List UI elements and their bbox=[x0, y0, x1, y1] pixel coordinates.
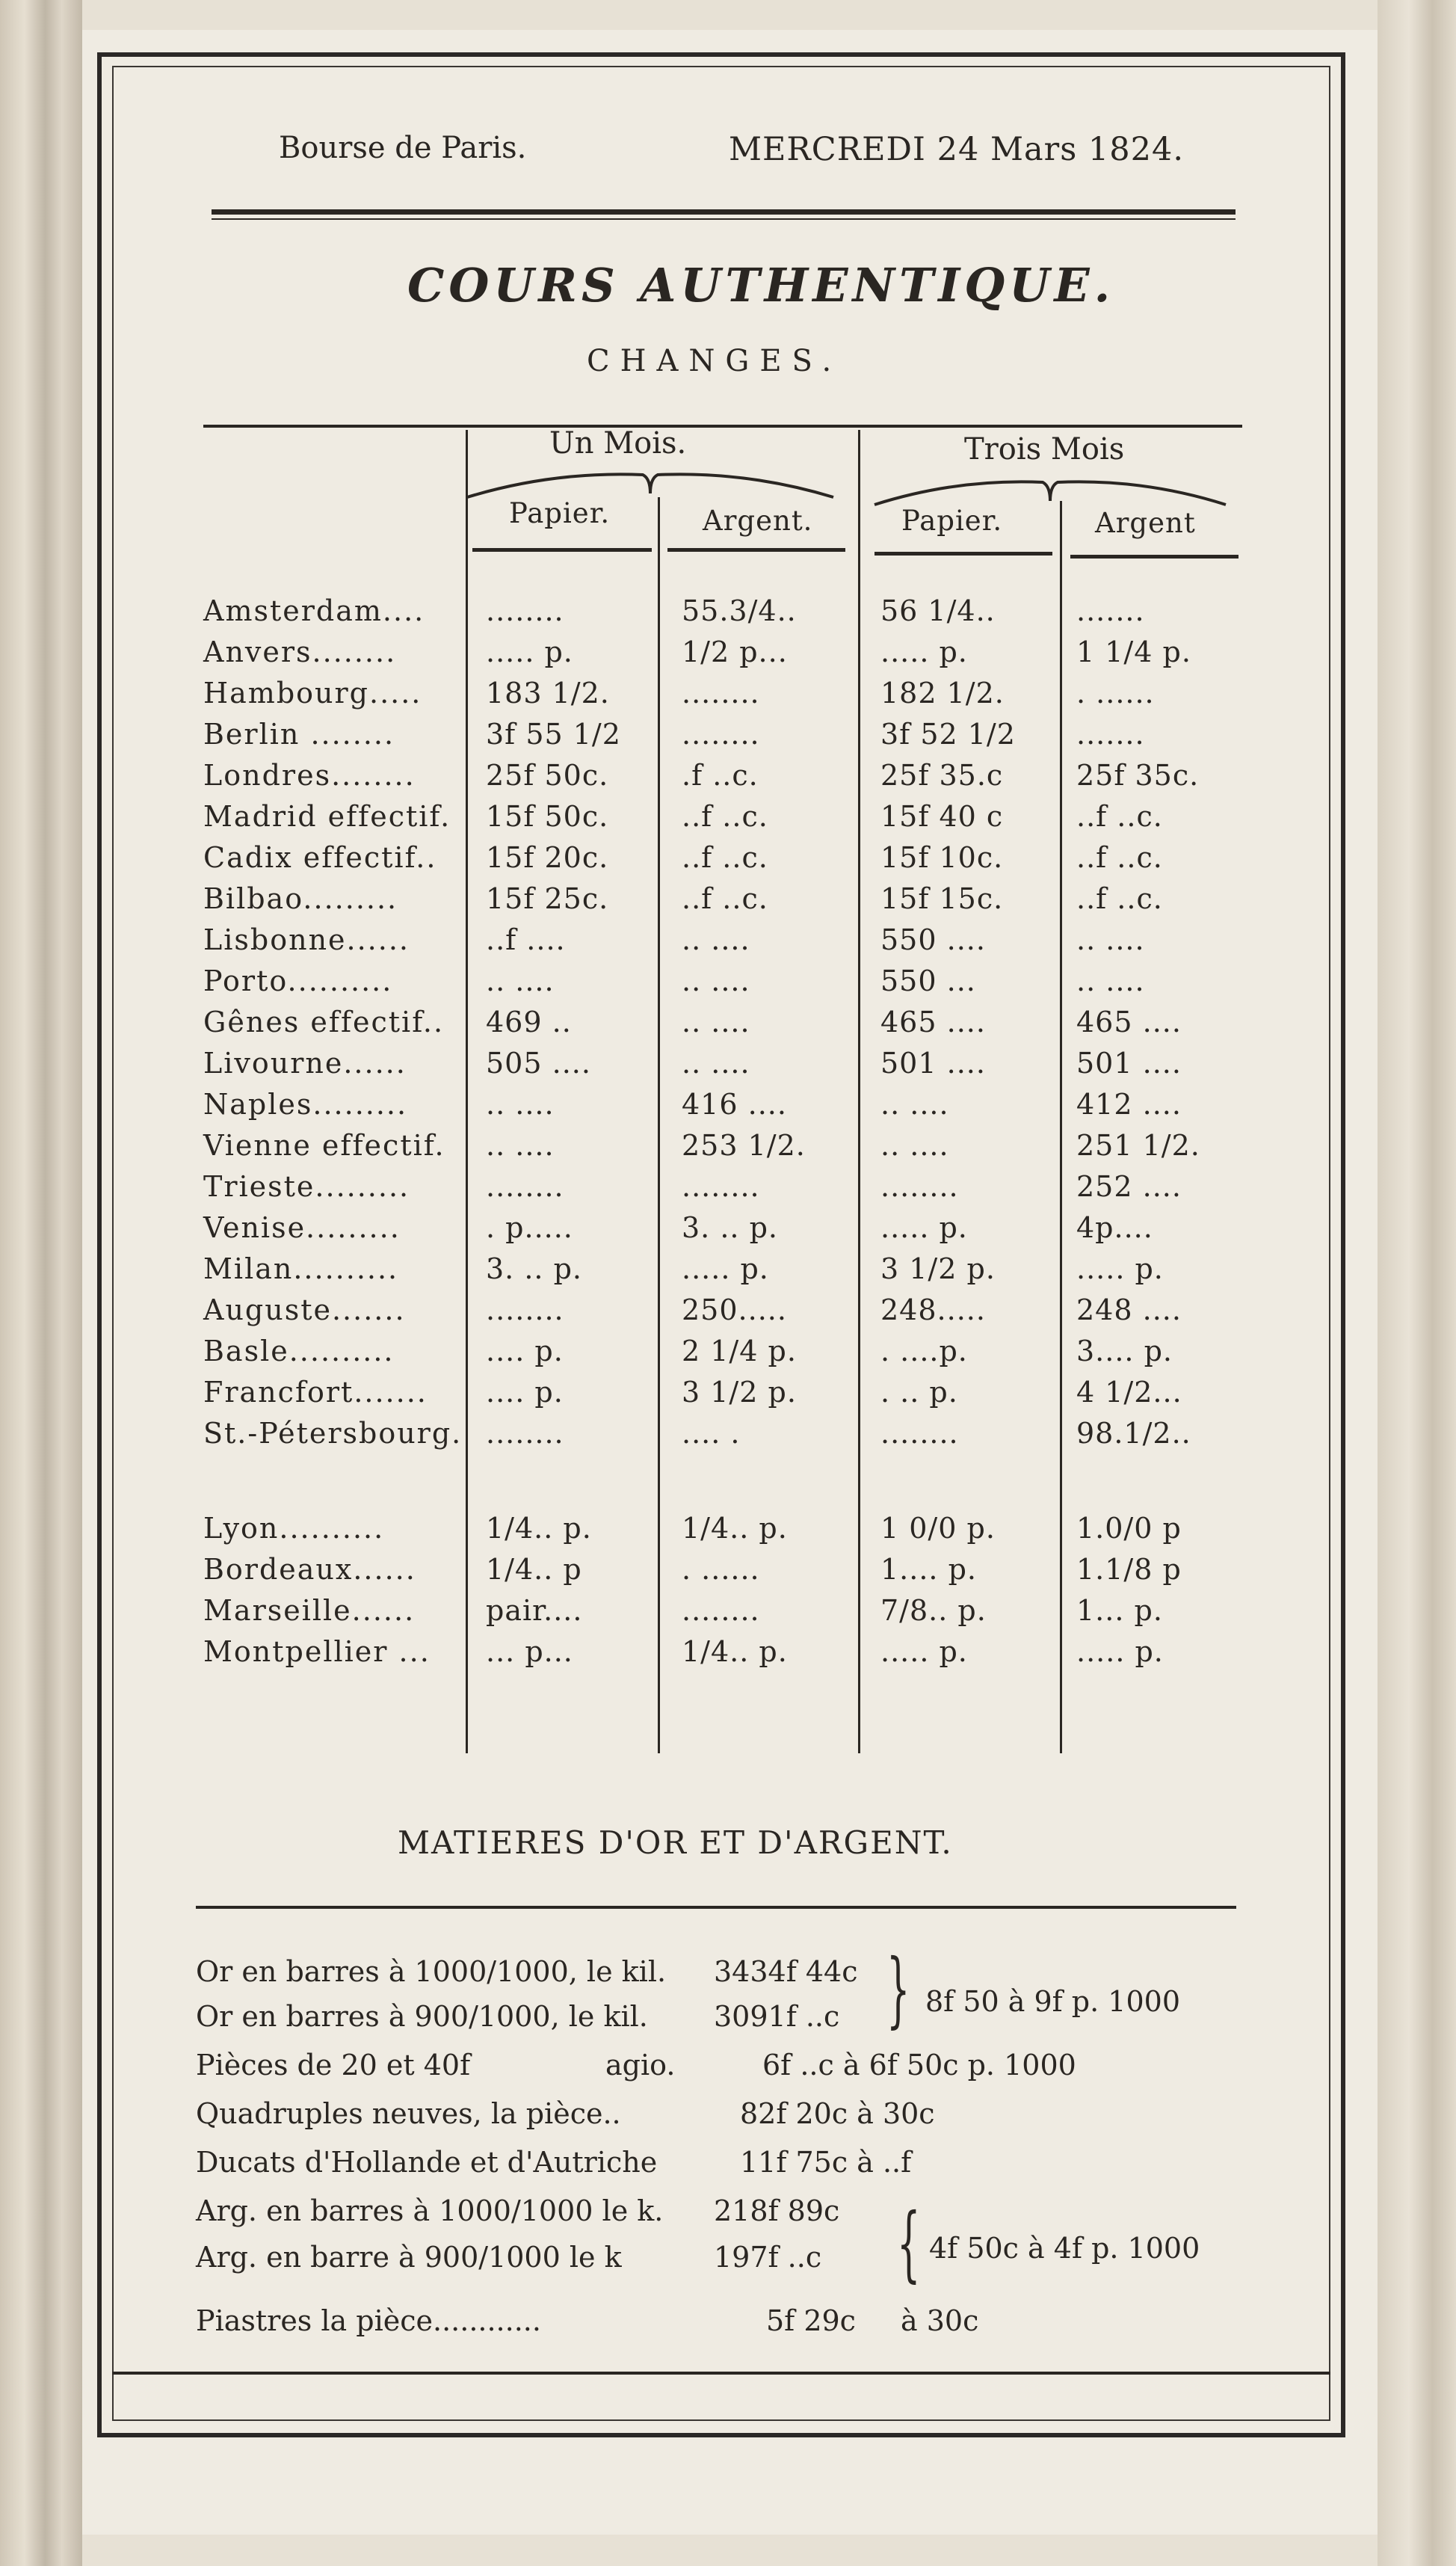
row-c4-value: 4 1/2... bbox=[1076, 1376, 1182, 1409]
subheader-papier-1: Papier. bbox=[509, 497, 611, 529]
row-c3-value: 56 1/4.. bbox=[880, 594, 996, 627]
row-c1-value: 3f 55 1/2 bbox=[486, 718, 621, 751]
row-c4-value: ..... p. bbox=[1076, 1635, 1164, 1668]
row-c1-value: 505 .... bbox=[486, 1047, 591, 1080]
matiere-value: 11f 75c à ..f bbox=[740, 2146, 912, 2179]
row-c3-value: . ....p. bbox=[880, 1335, 968, 1367]
row-c1-value: 1/4.. p bbox=[486, 1553, 582, 1586]
row-c2-value: 2 1/4 p. bbox=[682, 1335, 797, 1367]
row-c1-value: .. .... bbox=[486, 1129, 555, 1162]
row-c4-value: .. .... bbox=[1076, 964, 1145, 997]
row-c1-value: ..... p. bbox=[486, 636, 573, 668]
row-city: Cadix effectif.. bbox=[203, 841, 437, 874]
section-matieres: MATIERES D'OR ET D'ARGENT. bbox=[398, 1824, 953, 1861]
matiere-value: 5f 29c bbox=[766, 2304, 856, 2337]
row-city: Montpellier ... bbox=[203, 1635, 431, 1668]
row-city: Bilbao......... bbox=[203, 882, 398, 915]
subrule-argent-1 bbox=[667, 548, 845, 552]
row-city: Vienne effectif. bbox=[203, 1129, 445, 1162]
row-c3-value: 550 .... bbox=[880, 923, 986, 956]
matiere-value: 218f 89c bbox=[714, 2194, 840, 2227]
row-city: Francfort....... bbox=[203, 1376, 428, 1409]
row-city: Milan.......... bbox=[203, 1252, 399, 1285]
row-city: Trieste......... bbox=[203, 1170, 410, 1203]
matiere-value: 3434f 44c bbox=[714, 1955, 858, 1988]
row-c2-value: .f ..c. bbox=[682, 759, 759, 792]
brace-trois-mois bbox=[871, 471, 1230, 508]
subrule-papier-1 bbox=[472, 548, 652, 552]
header-left: Bourse de Paris. bbox=[279, 131, 527, 165]
note-argent: 4f 50c à 4f p. 1000 bbox=[929, 2232, 1200, 2265]
matiere-value: 3091f ..c bbox=[714, 2000, 840, 2033]
row-c1-value: 3. .. p. bbox=[486, 1252, 582, 1285]
row-c3-value: .. .... bbox=[880, 1129, 949, 1162]
row-c1-value: . p..... bbox=[486, 1211, 573, 1244]
row-c3-value: 248..... bbox=[880, 1293, 986, 1326]
row-city: Basle.......... bbox=[203, 1335, 395, 1367]
row-c4-value: ..f ..c. bbox=[1076, 841, 1163, 874]
subrule-argent-3 bbox=[1070, 555, 1238, 559]
row-c3-value: 501 .... bbox=[880, 1047, 986, 1080]
row-c1-value: .... p. bbox=[486, 1376, 564, 1409]
matiere-label: Quadruples neuves, la pièce.. bbox=[196, 2097, 621, 2130]
row-city: Porto.......... bbox=[203, 964, 393, 997]
section-changes: CHANGES. bbox=[587, 344, 842, 378]
row-c2-value: ........ bbox=[682, 1170, 760, 1203]
row-c3-value: ..... p. bbox=[880, 1635, 968, 1668]
row-city: Amsterdam.... bbox=[203, 594, 425, 627]
row-c4-value: ....... bbox=[1076, 594, 1145, 627]
matiere-label: Ducats d'Hollande et d'Autriche bbox=[196, 2146, 658, 2179]
row-c4-value: .. .... bbox=[1076, 923, 1145, 956]
row-c2-value: ........ bbox=[682, 1594, 760, 1627]
row-c3-value: 182 1/2. bbox=[880, 677, 1005, 710]
row-c2-value: .. .... bbox=[682, 923, 750, 956]
row-c4-value: 25f 35c. bbox=[1076, 759, 1200, 792]
row-c4-value: 248 .... bbox=[1076, 1293, 1182, 1326]
row-city: Madrid effectif. bbox=[203, 800, 451, 833]
brace-argent: { bbox=[897, 2195, 921, 2291]
row-city: Londres........ bbox=[203, 759, 416, 792]
row-c2-value: . ...... bbox=[682, 1553, 760, 1586]
matiere-value: 6f ..c à 6f 50c p. 1000 bbox=[762, 2049, 1076, 2082]
row-c1-value: 15f 25c. bbox=[486, 882, 609, 915]
row-c3-value: ..... p. bbox=[880, 1211, 968, 1244]
row-c1-value: .. .... bbox=[486, 1088, 555, 1121]
matiere-label: Piastres la pièce............ bbox=[196, 2304, 541, 2337]
row-c3-value: 465 .... bbox=[880, 1006, 986, 1039]
row-c2-value: ..f ..c. bbox=[682, 800, 768, 833]
matiere-value-extra: à 30c bbox=[901, 2304, 979, 2337]
matiere-label-agio: agio. bbox=[605, 2049, 676, 2082]
row-c3-value: 15f 15c. bbox=[880, 882, 1004, 915]
row-c2-value: .. .... bbox=[682, 964, 750, 997]
subrule-papier-3 bbox=[874, 552, 1052, 556]
row-c3-value: 7/8.. p. bbox=[880, 1594, 987, 1627]
row-c2-value: 1/2 p... bbox=[682, 636, 788, 668]
row-city: Lisbonne...... bbox=[203, 923, 410, 956]
row-c4-value: 252 .... bbox=[1076, 1170, 1182, 1203]
col-rule-2 bbox=[658, 497, 660, 1753]
row-c4-value: 3.... p. bbox=[1076, 1335, 1173, 1367]
row-c3-value: . .. p. bbox=[880, 1376, 958, 1409]
matieres-rule bbox=[196, 1906, 1236, 1909]
subheader-argent-3: Argent bbox=[1095, 507, 1196, 539]
row-c3-value: .. .... bbox=[880, 1088, 949, 1121]
row-city: Berlin ........ bbox=[203, 718, 395, 751]
row-c2-value: ..f ..c. bbox=[682, 882, 768, 915]
row-c2-value: .. .... bbox=[682, 1006, 750, 1039]
row-c4-value: ..f ..c. bbox=[1076, 882, 1163, 915]
col-rule-3 bbox=[858, 430, 860, 1753]
note-or: 8f 50 à 9f p. 1000 bbox=[925, 1985, 1180, 2018]
row-c1-value: ........ bbox=[486, 1170, 564, 1203]
row-c1-value: 15f 20c. bbox=[486, 841, 609, 874]
brace-or: } bbox=[886, 1941, 910, 2037]
matiere-label: Arg. en barre à 900/1000 le k bbox=[196, 2241, 622, 2274]
row-c1-value: ........ bbox=[486, 1417, 564, 1450]
row-c1-value: .. .... bbox=[486, 964, 555, 997]
row-c2-value: ..... p. bbox=[682, 1252, 769, 1285]
table-top-rule bbox=[203, 425, 1242, 428]
row-c4-value: 1.0/0 p bbox=[1076, 1512, 1182, 1545]
row-c1-value: ........ bbox=[486, 594, 564, 627]
header-rule-thick bbox=[212, 209, 1236, 215]
row-c3-value: ........ bbox=[880, 1417, 959, 1450]
matiere-label: Arg. en barres à 1000/1000 le k. bbox=[196, 2194, 664, 2227]
matiere-label: Or en barres à 900/1000, le kil. bbox=[196, 2000, 648, 2033]
row-city: Hambourg..... bbox=[203, 677, 422, 710]
header-rule-thin bbox=[212, 218, 1236, 220]
row-c4-value: ....... bbox=[1076, 718, 1145, 751]
matiere-value: 82f 20c à 30c bbox=[740, 2097, 935, 2130]
row-c2-value: .... . bbox=[682, 1417, 741, 1450]
row-c1-value: 15f 50c. bbox=[486, 800, 609, 833]
header-date: MERCREDI 24 Mars 1824. bbox=[729, 131, 1185, 168]
row-c4-value: 4p.... bbox=[1076, 1211, 1153, 1244]
row-c4-value: 1 1/4 p. bbox=[1076, 636, 1191, 668]
footer-rule bbox=[112, 2372, 1330, 2375]
row-c3-value: ..... p. bbox=[880, 636, 968, 668]
row-c2-value: 3. .. p. bbox=[682, 1211, 778, 1244]
row-city: Auguste....... bbox=[203, 1293, 406, 1326]
row-city: Livourne...... bbox=[203, 1047, 407, 1080]
row-c4-value: 501 .... bbox=[1076, 1047, 1182, 1080]
row-c4-value: . ...... bbox=[1076, 677, 1155, 710]
row-c4-value: ..... p. bbox=[1076, 1252, 1164, 1285]
row-c2-value: 1/4.. p. bbox=[682, 1635, 788, 1668]
row-c1-value: 25f 50c. bbox=[486, 759, 609, 792]
row-c4-value: 1... p. bbox=[1076, 1594, 1163, 1627]
row-c2-value: 1/4.. p. bbox=[682, 1512, 788, 1545]
row-c2-value: 253 1/2. bbox=[682, 1129, 806, 1162]
brace-un-mois bbox=[463, 464, 837, 501]
matiere-value: 197f ..c bbox=[714, 2241, 822, 2274]
row-city: Lyon.......... bbox=[203, 1512, 385, 1545]
row-c3-value: 15f 10c. bbox=[880, 841, 1004, 874]
row-c4-value: 98.1/2.. bbox=[1076, 1417, 1191, 1450]
row-c1-value: pair.... bbox=[486, 1594, 583, 1627]
row-city: St.-Pétersbourg. bbox=[203, 1417, 463, 1450]
row-c2-value: .. .... bbox=[682, 1047, 750, 1080]
row-c2-value: ........ bbox=[682, 718, 760, 751]
row-c3-value: 25f 35.c bbox=[880, 759, 1004, 792]
row-c4-value: 412 .... bbox=[1076, 1088, 1182, 1121]
row-c2-value: 250..... bbox=[682, 1293, 787, 1326]
row-c2-value: 416 .... bbox=[682, 1088, 787, 1121]
row-c1-value: 469 .. bbox=[486, 1006, 572, 1039]
row-city: Gênes effectif.. bbox=[203, 1006, 445, 1039]
row-c2-value: ..f ..c. bbox=[682, 841, 768, 874]
col-rule-4 bbox=[1060, 501, 1062, 1753]
row-c3-value: 15f 40 c bbox=[880, 800, 1004, 833]
subheader-papier-3: Papier. bbox=[901, 505, 1003, 537]
row-c1-value: .... p. bbox=[486, 1335, 564, 1367]
row-c2-value: 3 1/2 p. bbox=[682, 1376, 797, 1409]
row-city: Marseille...... bbox=[203, 1594, 416, 1627]
row-c2-value: 55.3/4.. bbox=[682, 594, 797, 627]
row-c4-value: 1.1/8 p bbox=[1076, 1553, 1182, 1586]
row-c4-value: 465 .... bbox=[1076, 1006, 1182, 1039]
group-trois-mois: Trois Mois bbox=[964, 432, 1125, 467]
row-city: Naples......... bbox=[203, 1088, 408, 1121]
book-spine-left bbox=[0, 0, 82, 2566]
row-city: Bordeaux...... bbox=[203, 1553, 416, 1586]
row-c3-value: 3f 52 1/2 bbox=[880, 718, 1016, 751]
row-c1-value: 1/4.. p. bbox=[486, 1512, 592, 1545]
matiere-label: Or en barres à 1000/1000, le kil. bbox=[196, 1955, 667, 1988]
row-c3-value: 550 ... bbox=[880, 964, 976, 997]
row-c1-value: ... p... bbox=[486, 1635, 573, 1668]
row-c1-value: ..f .... bbox=[486, 923, 566, 956]
row-c3-value: 1.... p. bbox=[880, 1553, 977, 1586]
row-c3-value: 3 1/2 p. bbox=[880, 1252, 996, 1285]
row-c3-value: ........ bbox=[880, 1170, 959, 1203]
row-c2-value: ........ bbox=[682, 677, 760, 710]
row-c1-value: ........ bbox=[486, 1293, 564, 1326]
row-city: Anvers........ bbox=[203, 636, 397, 668]
row-c4-value: 251 1/2. bbox=[1076, 1129, 1200, 1162]
row-city: Venise......... bbox=[203, 1211, 401, 1244]
row-c4-value: ..f ..c. bbox=[1076, 800, 1163, 833]
row-c1-value: 183 1/2. bbox=[486, 677, 610, 710]
row-c3-value: 1 0/0 p. bbox=[880, 1512, 996, 1545]
group-un-mois: Un Mois. bbox=[549, 426, 687, 461]
subheader-argent-1: Argent. bbox=[703, 505, 813, 537]
matiere-label: Pièces de 20 et 40f bbox=[196, 2049, 471, 2082]
page-title: COURS AUTHENTIQUE. bbox=[407, 258, 1115, 313]
col-rule-1 bbox=[466, 430, 468, 1753]
book-spine-right bbox=[1378, 0, 1456, 2566]
